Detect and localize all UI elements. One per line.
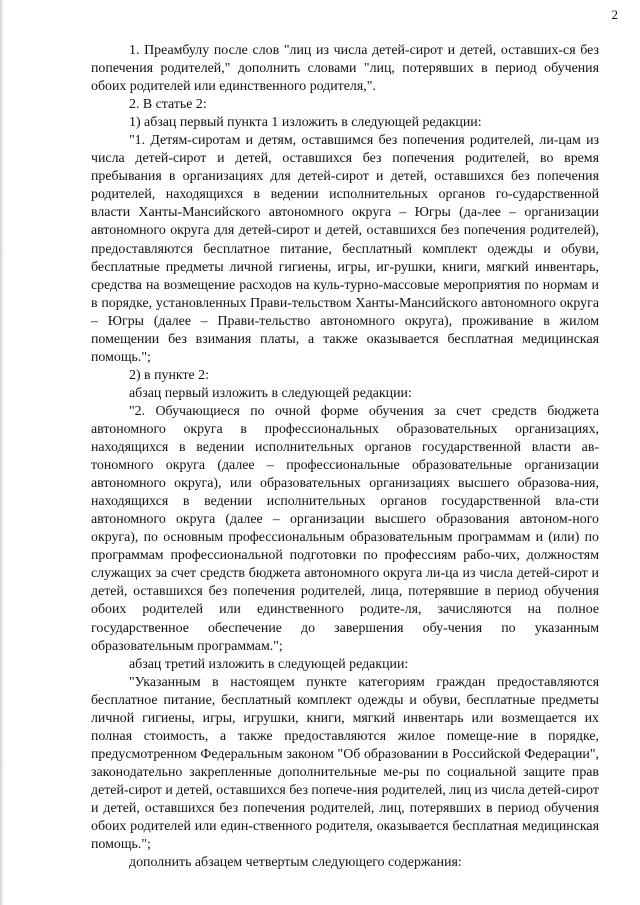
paragraph-item-1-text: "1. Детям-сиротам и детям, оставшимся без попечения родителей, ли-цам из числа детей-сирот и детей, оставшихся без попечения родителей, во время пребывания в организациях для детей-сирот и детей, оставшихся без попечения родителей, находящихся в ведении исполнительных органов го-сударственной власти Ханты-Мансийского автономного округа – Югры (да-лее – организации автономного округа для детей-сирот и детей, оставшихся без попечения родителей), предоставляются бесплатное питание, бесплатный комплект одежды и обуви, бесплатные предметы личной гигиены, игры, иг-рушки, книги, мягкий инвентарь, средства на возмещение расходов на куль-турно-массовые мероприятия по нормам и в порядке, установленных Прави-тельством Ханты-Мансийского автономного округа – Югры (далее – Прави-тельство автономного округа), проживание в жилом помещении без взимания платы, а также оказывается бесплатная медицинская помощь."; (91, 133, 599, 365)
scan-edge-shadow (0, 0, 5, 905)
paragraph-third-abzac-text: "Указанным в настоящем пункте категориям граждан предоставляются бесплатное питание, бесплатный комплект одежды и обуви, бесплатные предметы личной гигиены, игры, игрушки, книги, мягкий инвентарь или возмещается их полная стоимость, а также предоставляются жилое помеще-ние в порядке, предусмотренном Федеральным законом "Об образовании в Российской Федерации", законодательно закрепленные дополнительные ме-ры по социальной защите прав детей-сирот и детей, оставшихся без попече-ния родителей, лиц из числа детей-сирот и детей, оставшихся без попечения родителей, лиц, потерявших в период обучения обоих родителей или един-ственного родителя, оказывается бесплатная медицинская помощь."; (91, 674, 599, 853)
page-number: 2 (611, 7, 618, 22)
paragraph-third-abzac-intro: абзац третий изложить в следующей редакции: (129, 656, 409, 672)
document-body (91, 42, 599, 872)
paragraph-preamble-amendment: 1. Преамбулу после слов "лиц из числа детей-сирот и детей, оставших-ся без попечения родителей," дополнить словами "лиц, потерявших в период обучения обоих родителей или единственного родителя,". (91, 43, 599, 95)
paragraph-item-1-intro: 1) абзац первый пункта 1 изложить в следующей редакции: (129, 115, 482, 131)
paragraph-fourth-abzac-intro: дополнить абзацем четвертым следующего содержания: (129, 855, 462, 871)
paragraph-item-2-text: "2. Обучающиеся по очной форме обучения за счет средств бюджета автономного округа в профессиональных образовательных организациях, находящихся в ведении исполнительных органов государственной власти ав-тономного округа (далее – профессиональные образовательные организации автономного округа), или образовательных организациях высшего образова-ния, находящихся в ведении исполнительных органов государственной вла-сти автономного округа (далее – организации высшего образования автоном-ного округа), по основным профессиональным образовательным программам и (или) по программам профессиональной подготовки по профессиям рабо-чих, должностям служащих за счет средств бюджета автономного округа ли-ца из числа детей-сирот и детей, оставшихся без попечения родителей, лица, потерявшие в период обучения обоих родителей или единственного родите-ля, зачисляются на полное государственное обеспечение до завершения обу-чения по указанным образовательным программам."; (91, 403, 599, 654)
paragraph-article-2-heading: 2. В статье 2: (129, 97, 207, 113)
paragraph-item-2-heading: 2) в пункте 2: (129, 367, 209, 383)
paragraph-item-2-intro: абзац первый изложить в следующей редакции: (129, 385, 412, 401)
